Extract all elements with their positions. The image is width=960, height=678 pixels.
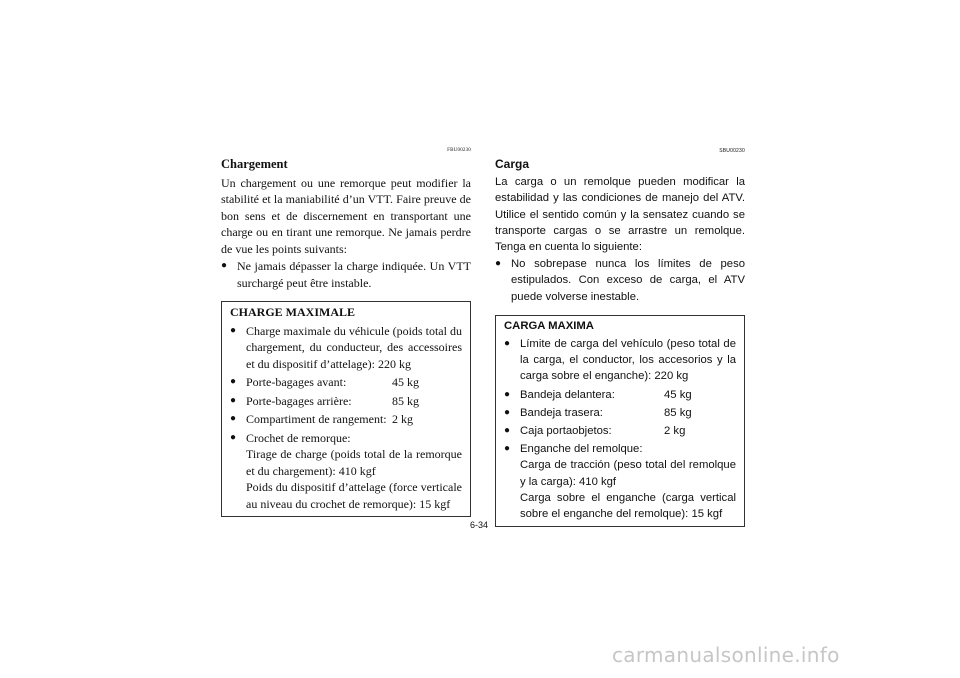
item-value: 2 kg xyxy=(392,412,413,426)
warning-bullet xyxy=(221,258,471,291)
section-title: Carga xyxy=(495,157,530,171)
bullet-icon: ● xyxy=(230,376,237,387)
bullet-icon: ● xyxy=(495,258,502,270)
item-label: Compartiment de rangement: xyxy=(246,412,387,426)
item-label: Caja portaobjetos: xyxy=(520,425,612,438)
item-label: Porte-bagages arrière: xyxy=(246,393,352,408)
box-title: CARGA MAXIMA xyxy=(504,319,594,332)
page-number: 6-34 xyxy=(470,520,489,530)
bullet-icon: ● xyxy=(230,431,237,443)
list-item xyxy=(504,336,736,385)
spanish-column xyxy=(495,148,745,527)
list-item xyxy=(230,411,462,428)
list-item xyxy=(230,374,462,391)
item-title: Enganche del remolque: xyxy=(520,443,643,456)
item-line: Carga de tracción (peso total del remolque y la carga): 410 kgf xyxy=(520,459,736,488)
watermark: carmanualsonline.info xyxy=(612,643,840,667)
item-line: Poids du dispositif d’attelage (force verticale au niveau du crochet de remorque): 15 kgf xyxy=(246,480,462,511)
list-item xyxy=(504,423,736,439)
item-text: Charge maximale du véhicule (poids total du chargement, du conducteur, des accessoires et du dispositif d’attelage): 220 kg xyxy=(246,323,462,371)
bullet-icon: ● xyxy=(221,260,228,271)
section-code: SBU00230 xyxy=(719,148,745,154)
max-load-box xyxy=(221,301,471,517)
list-item xyxy=(504,441,736,522)
item-label: Porte-bagages avant: xyxy=(246,375,347,389)
bullet-text: Ne jamais dépasser la charge indiquée. Un VTT surchargé peut être instable. xyxy=(237,259,471,290)
intro-paragraph: Un chargement ou une remorque peut modifier la stabilité et la maniabilité d’un VTT. Faire preuve de bon sens et de discernement en transportant une charge ou en tirant une remorque. Ne jamais perdre de vue les points suivants: xyxy=(221,175,471,256)
intro-paragraph: La carga o un remolque pueden modificar la estabilidad y las condiciones de manejo del ATV. Utilice el sentido común y la sensatez cuando se transporte cargas o se arrastre un remolque. Tenga en cuenta lo siguiente: xyxy=(495,176,745,254)
box-title: CHARGE MAXIMALE xyxy=(230,305,355,319)
list-item xyxy=(230,393,462,410)
item-value: 2 kg xyxy=(664,425,686,438)
list-item xyxy=(504,387,736,403)
bullet-icon: ● xyxy=(230,394,237,406)
item-value: 45 kg xyxy=(392,375,419,389)
item-value: 45 kg xyxy=(664,388,692,401)
item-text: Límite de carga del vehículo (peso total de la carga, el conductor, los accesorios y la carga sobre el enganche): 220 kg xyxy=(520,338,736,383)
max-load-box xyxy=(495,315,745,527)
french-column xyxy=(221,148,471,517)
bullet-icon: ● xyxy=(504,338,511,350)
list-item xyxy=(230,323,462,373)
section-title: Chargement xyxy=(221,157,288,171)
list-item xyxy=(504,405,736,421)
item-title: Crochet de remorque: xyxy=(246,430,351,445)
item-value: 85 kg xyxy=(392,393,419,408)
bullet-icon: ● xyxy=(230,413,237,424)
item-label: Bandeja delantera: xyxy=(520,388,615,401)
bullet-text: No sobrepase nunca los límites de peso estipulados. Con exceso de carga, el ATV puede volverse inestable. xyxy=(511,258,745,303)
list-item xyxy=(230,430,462,513)
bullet-icon: ● xyxy=(504,388,511,400)
section-code: FBU00230 xyxy=(447,148,471,153)
bullet-icon: ● xyxy=(230,324,237,336)
warning-bullet xyxy=(495,256,745,305)
bullet-icon: ● xyxy=(504,406,511,418)
bullet-icon: ● xyxy=(504,443,511,455)
item-line: Carga sobre el enganche (carga vertical sobre el enganche del remolque): 15 kgf xyxy=(520,491,736,521)
item-value: 85 kg xyxy=(664,406,692,419)
item-label: Bandeja trasera: xyxy=(520,406,603,419)
item-line: Tirage de charge (poids total de la remorque et du chargement): 410 kgf xyxy=(246,447,462,478)
bullet-icon: ● xyxy=(504,425,511,437)
